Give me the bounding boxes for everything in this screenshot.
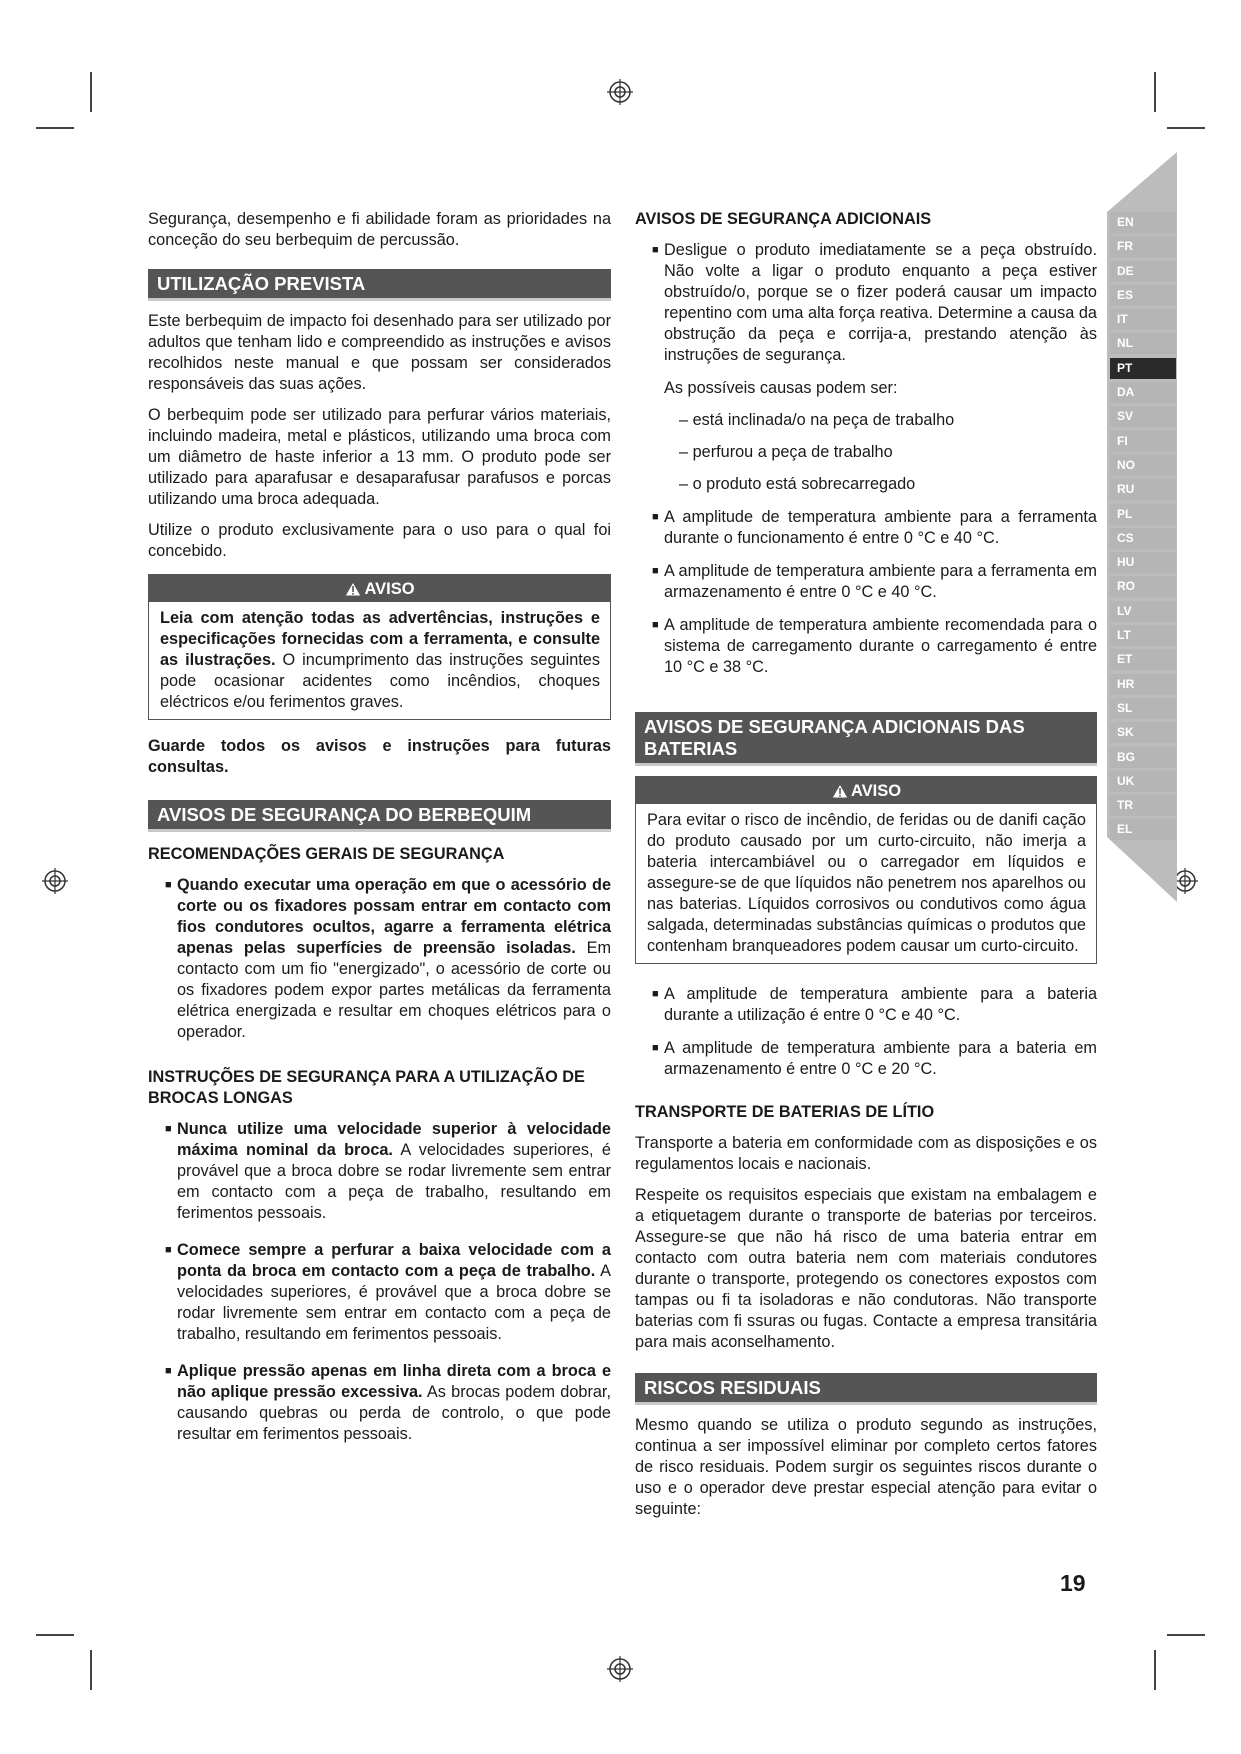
- intro-text: Segurança, desempenho e fi abilidade foram as prioridades na conceção do seu berbequim de percussão.: [148, 210, 611, 249]
- warning-triangle-icon: [831, 783, 849, 799]
- language-tab-pl: PL: [1110, 504, 1176, 525]
- language-tab-es: ES: [1110, 285, 1176, 306]
- warning-header: [636, 777, 1096, 804]
- subheading-additional-safety: AVISOS DE SEGURANÇA ADICIONAIS: [635, 210, 932, 228]
- list-item: ■ A amplitude de temperatura ambiente para a bateria durante a utilização é entre 0 °C e 40 °C.: [652, 985, 1097, 1024]
- warning-box: [635, 776, 1097, 964]
- subheading-lithium-transport: TRANSPORTE DE BATERIAS DE LÍTIO: [635, 1103, 935, 1121]
- language-tabs: [1110, 212, 1176, 844]
- paragraph: O berbequim pode ser utilizado para perfurar vários materiais, incluindo madeira, metal e plásticos, utilizando uma broca com um diâmetro de haste inferior a 13 mm. O produto pode ser utilizado para aparafusar e desaparafusar parafusos e porcas utilizando uma broca adequada.: [148, 406, 611, 508]
- language-tab-tr: TR: [1110, 795, 1176, 816]
- crop-mark: [36, 1634, 74, 1636]
- language-tab-pt: PT: [1110, 358, 1176, 379]
- list-item: ■ A amplitude de temperatura ambiente para a ferramenta em armazenamento é entre 0 °C e 40 °C.: [652, 562, 1097, 601]
- cause-item: – perfurou a peça de trabalho: [679, 443, 893, 461]
- crop-mark: [36, 127, 74, 129]
- language-tab-da: DA: [1110, 382, 1176, 403]
- keep-instructions: Guarde todos os avisos e instruções para futuras consultas.: [148, 737, 611, 776]
- cause-item: – está inclinada/o na peça de trabalho: [679, 411, 955, 429]
- paragraph: Respeite os requisitos especiais que existam na embalagem e a etiquetagem durante o transporte de baterias por terceiros. Assegure-se que não há risco de uma bateria entrar em contacto com outra bateria nem com materiais condutores durante o transporte, protegendo os conectores expostos com tampas ou fi ta isoladoras e não condutoras. Não transporte baterias com fi ssuras ou fugas. Contacte a empresa transitária para mais aconselhamento.: [635, 1186, 1097, 1351]
- language-tab-sv: SV: [1110, 406, 1176, 427]
- paragraph: Utilize o produto exclusivamente para o uso para o qual foi concebido.: [148, 521, 611, 560]
- warning-text: O incumprimento das instruções seguintes pode ocasionar acidentes como incêndios, choques eléctricos e/ou ferimentos graves.: [160, 651, 600, 711]
- left-column: [148, 209, 611, 1457]
- language-tab-hu: HU: [1110, 552, 1176, 573]
- language-tab-en: EN: [1110, 212, 1176, 233]
- language-tab-cs: CS: [1110, 528, 1176, 549]
- crop-mark: [1154, 72, 1156, 112]
- crop-mark: [1154, 1650, 1156, 1690]
- language-tab-fi: FI: [1110, 431, 1176, 452]
- section-heading-berbequim: AVISOS DE SEGURANÇA DO BERBEQUIM: [148, 800, 611, 832]
- language-tab-ro: RO: [1110, 576, 1176, 597]
- crop-mark: [90, 72, 92, 112]
- language-tab-nl: NL: [1110, 333, 1176, 354]
- warning-bold-text: Leia com atenção todas as advertências, instruções e especificações fornecidas com a ferramenta, e consulte as ilustrações.: [160, 609, 600, 669]
- crop-mark: [90, 1650, 92, 1690]
- warning-header: [149, 575, 610, 602]
- subheading-long-bits: INSTRUÇÕES DE SEGURANÇA PARA A UTILIZAÇÃO DE BROCAS LONGAS: [148, 1068, 585, 1107]
- list-item: ■ Comece sempre a perfurar a baixa velocidade com a ponta da broca em contacto com a peça de trabalho. A velocidades superiores, é provável que a broca dobre se rodar livremente sem entrar em contacto com a peça de trabalho, resultando em ferimentos pessoais.: [165, 1241, 611, 1343]
- causes-intro: As possíveis causas podem ser:: [664, 379, 898, 397]
- list-item: ■ A amplitude de temperatura ambiente para a bateria em armazenamento é entre 0 °C e 20 °C.: [652, 1039, 1097, 1078]
- language-tab-hr: HR: [1110, 674, 1176, 695]
- registration-mark-icon: [607, 79, 633, 105]
- list-item: ■ Nunca utilize uma velocidade superior à velocidade máxima nominal da broca. A velocidades superiores, é provável que a broca dobre se rodar livremente sem entrar em contacto com a peça de trabalho, resultando em ferimentos pessoais.: [165, 1120, 611, 1222]
- subheading-general-safety: RECOMENDAÇÕES GERAIS DE SEGURANÇA: [148, 845, 505, 863]
- registration-mark-icon: [42, 868, 68, 894]
- crop-mark: [1167, 127, 1205, 129]
- language-tab-de: DE: [1110, 261, 1176, 282]
- list-item: ■ Desligue o produto imediatamente se a peça obstruído. Não volte a ligar o produto enquanto a peça estiver obstruído/o, porque se o fizer poderá causar um impacto repentino com uma alta força reativa. Determine a causa da obstrução da peça e corrija-a, prestando atenção às instruções de segurança.: [652, 241, 1097, 364]
- language-tab-sl: SL: [1110, 698, 1176, 719]
- warning-body: [149, 602, 610, 719]
- paragraph: Este berbequim de impacto foi desenhado para ser utilizado por adultos que tenham lido e compreendido as instruções e avisos recolhidos neste manual e que possam ser considerados responsáveis das suas ações.: [148, 312, 611, 393]
- list-item: ■ A amplitude de temperatura ambiente para a ferramenta durante o funcionamento é entre 0 °C e 40 °C.: [652, 508, 1097, 547]
- crop-mark: [1167, 1634, 1205, 1636]
- warning-box: [148, 574, 611, 720]
- cause-item: – o produto está sobrecarregado: [679, 475, 916, 493]
- right-column: [635, 209, 1097, 1530]
- language-tab-ru: RU: [1110, 479, 1176, 500]
- paragraph: Transporte a bateria em conformidade com as disposições e os regulamentos locais e nacionais.: [635, 1134, 1097, 1173]
- language-tab-it: IT: [1110, 309, 1176, 330]
- warning-body: Para evitar o risco de incêndio, de feridas ou de danifi cação do produto causado por um curto-circuito, não imerja a bateria intercambiável ou o carregador em líquidos e assegure-se de que líquidos não penetrem nos aparelhos ou nas baterias. Líquidos corrosivos ou condutivos como água salgada, determinadas substâncias químicas o produtos que contenham branqueadores podem causar um curto-circuito.: [647, 811, 1086, 955]
- warning-label: AVISO: [364, 580, 415, 598]
- paragraph: Mesmo quando se utiliza o produto segundo as instruções, continua a ser impossível eliminar por completo certos fatores de risco residuais. Podem surgir os seguintes riscos durante o uso e o operador deve prestar especial atenção para evitar o seguinte:: [635, 1416, 1097, 1518]
- language-tab-bg: BG: [1110, 747, 1176, 768]
- section-heading-utilizacao: UTILIZAÇÃO PREVISTA: [148, 269, 611, 301]
- warning-triangle-icon: [344, 581, 362, 597]
- language-tab-et: ET: [1110, 649, 1176, 670]
- language-tab-lt: LT: [1110, 625, 1176, 646]
- language-tab-uk: UK: [1110, 771, 1176, 792]
- language-tab-lv: LV: [1110, 601, 1176, 622]
- language-tab-sk: SK: [1110, 722, 1176, 743]
- page-number: 19: [1060, 1570, 1086, 1596]
- language-tab-no: NO: [1110, 455, 1176, 476]
- language-tab-el: EL: [1110, 819, 1176, 840]
- language-tab-fr: FR: [1110, 236, 1176, 257]
- list-item: ■ Aplique pressão apenas em linha direta com a broca e não aplique pressão excessiva. As brocas podem dobrar, causando quebras ou perda de controlo, o que pode resultar em ferimentos pessoais.: [165, 1362, 611, 1443]
- registration-mark-icon: [607, 1656, 633, 1682]
- warning-label: AVISO: [850, 782, 902, 800]
- section-heading-residual-risks: RISCOS RESIDUAIS: [635, 1373, 1097, 1405]
- list-item: ■ A amplitude de temperatura ambiente recomendada para o sistema de carregamento durante o carregamento é entre 10 °C e 38 °C.: [652, 616, 1097, 676]
- list-item: ■ Quando executar uma operação em que o acessório de corte ou os fixadores possam entrar em contacto com fios condutores ocultos, agarre a ferramenta elétrica apenas pelas superfícies de preensão isoladas. Em contacto com um fio "energizado", o acessório de corte ou os fixadores podem expor partes metálicas da ferramenta elétrica energizada e resultar em choques elétricos para o operador.: [165, 876, 612, 1041]
- section-heading-battery-safety: AVISOS DE SEGURANÇA ADICIONAIS DAS BATERIAS: [635, 712, 1097, 766]
